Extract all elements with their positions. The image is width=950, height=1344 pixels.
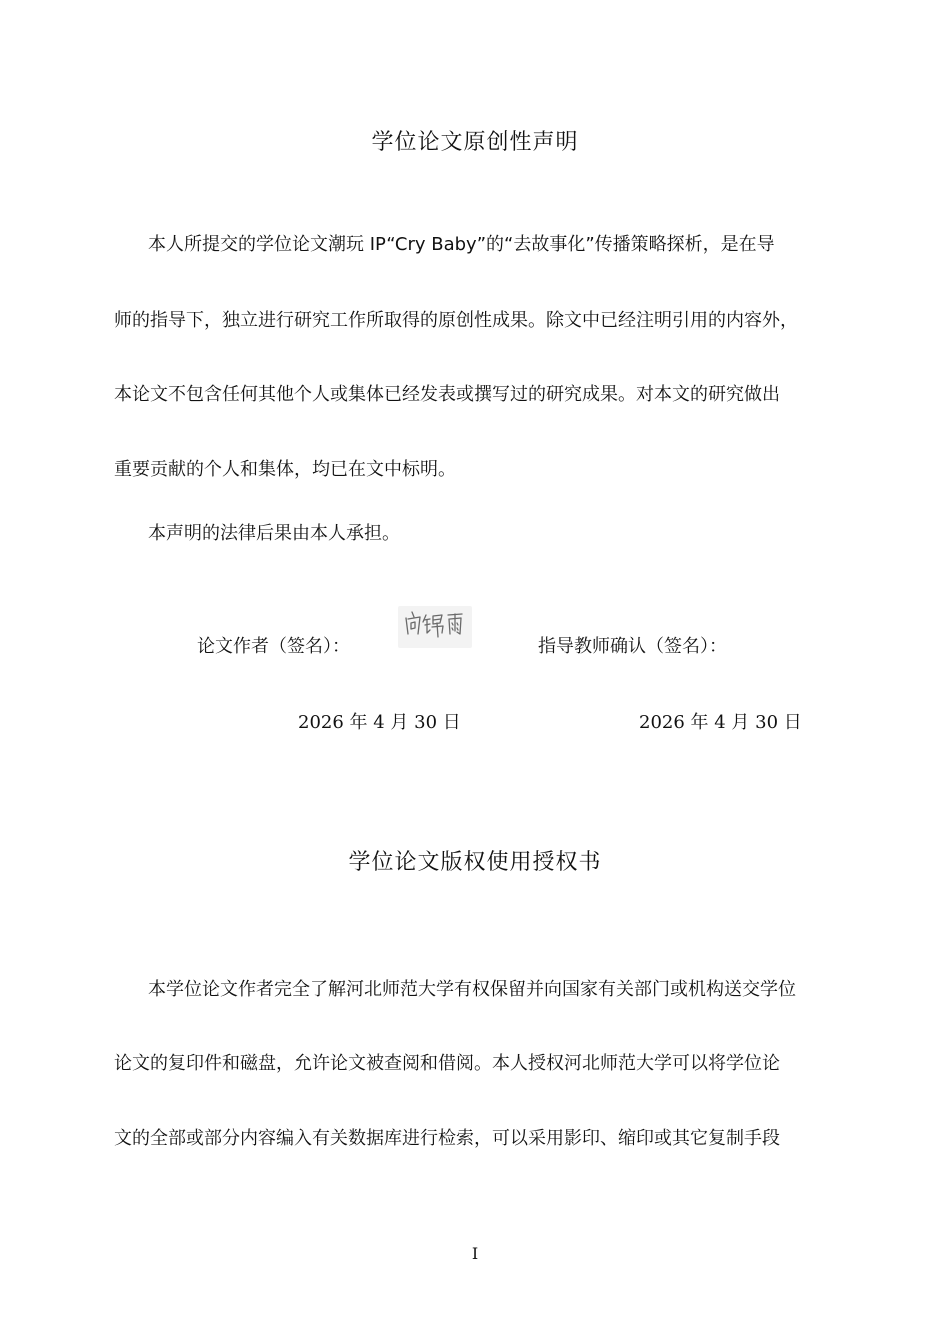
- originality-line-3: 本论文不包含任何其他个人或集体已经发表或撰写过的研究成果。对本文的研究做出: [114, 384, 780, 405]
- advisor-date: 2026 年 4 月 30 日: [639, 712, 802, 733]
- copyright-line-2: 论文的复印件和磁盘，允许论文被查阅和借阅。本人授权河北师范大学可以将学位论: [114, 1053, 780, 1074]
- originality-title: 学位论文原创性声明: [371, 130, 579, 155]
- originality-line-2: 师的指导下，独立进行研究工作所取得的原创性成果。除文中已经注明引用的内容外，: [114, 310, 798, 331]
- copyright-line-1: 本学位论文作者完全了解河北师范大学有权保留并向国家有关部门或机构送交学位: [148, 979, 796, 1000]
- advisor-signature-label: 指导教师确认（签名）：: [538, 636, 727, 657]
- author-date: 2026 年 4 月 30 日: [298, 712, 461, 733]
- copyright-title: 学位论文版权使用授权书: [348, 850, 602, 875]
- page-number: I: [471, 1244, 479, 1263]
- handwritten-signature: [398, 606, 472, 648]
- legal-statement: 本声明的法律后果由本人承担。: [148, 523, 400, 544]
- originality-line-4: 重要贡献的个人和集体，均已在文中标明。: [114, 459, 456, 480]
- author-signature-label: 论文作者（签名）：: [197, 636, 350, 657]
- author-signature-image: [398, 606, 472, 648]
- originality-line-1: 本人所提交的学位论文潮玩 IP“Cry Baby”的“去故事化”传播策略探析，是在导: [148, 234, 775, 255]
- copyright-line-3: 文的全部或部分内容编入有关数据库进行检索，可以采用影印、缩印或其它复制手段: [114, 1128, 780, 1149]
